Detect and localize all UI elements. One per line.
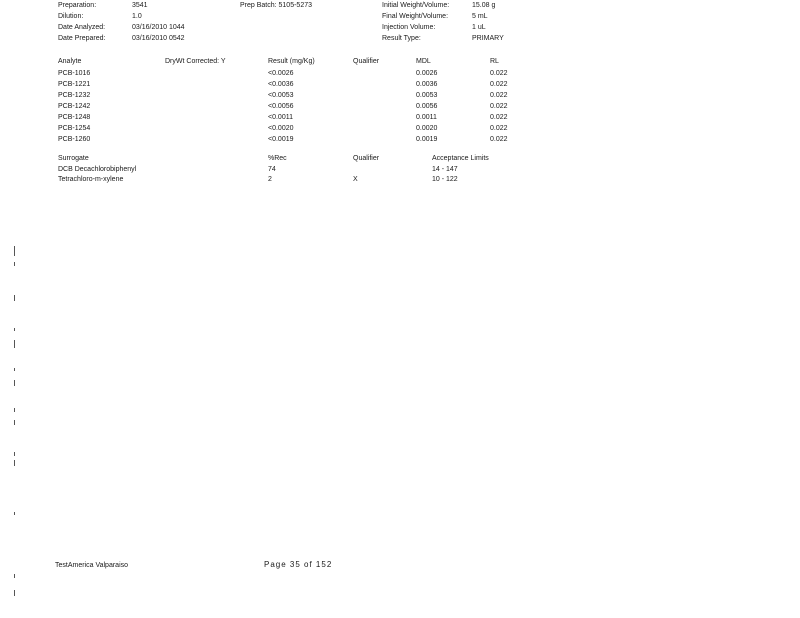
analyte-result: <0.0020 bbox=[268, 125, 294, 132]
analyte-rl: 0.022 bbox=[490, 81, 508, 88]
preparation-value: 3541 bbox=[132, 2, 148, 9]
analyte-result: <0.0056 bbox=[268, 103, 294, 110]
rec-header: %Rec bbox=[268, 155, 287, 162]
analyte-result: <0.0053 bbox=[268, 92, 294, 99]
dry-weight-header: DryWt Corrected: Y bbox=[165, 58, 226, 65]
date-prepared-value: 03/16/2010 0542 bbox=[132, 35, 185, 42]
analyte-name: PCB-1254 bbox=[58, 125, 91, 132]
analyte-mdl: 0.0020 bbox=[416, 125, 438, 132]
analyte-name: PCB-1242 bbox=[58, 103, 91, 110]
analyte-rl: 0.022 bbox=[490, 92, 508, 99]
acceptance-limits-header: Acceptance Limits bbox=[432, 155, 489, 162]
date-prepared-label: Date Prepared: bbox=[58, 35, 106, 42]
prep-batch: Prep Batch: 5105-5273 bbox=[240, 2, 312, 9]
analyte-name: PCB-1260 bbox=[58, 136, 91, 143]
scan-margin-marks bbox=[14, 240, 18, 600]
surrogate-qualifier-header: Qualifier bbox=[353, 155, 380, 162]
final-weight-value: 5 mL bbox=[472, 13, 488, 20]
analyte-mdl: 0.0011 bbox=[416, 114, 437, 121]
final-weight-label: Final Weight/Volume: bbox=[382, 13, 449, 20]
surrogate-limits: 14 - 147 bbox=[432, 166, 458, 173]
qualifier-header: Qualifier bbox=[353, 58, 380, 65]
lab-name: TestAmerica Valparaiso bbox=[55, 562, 129, 569]
page-number: Page 35 of 152 bbox=[264, 560, 333, 569]
initial-weight-value: 15.08 g bbox=[472, 2, 496, 9]
analyte-mdl: 0.0026 bbox=[416, 70, 438, 77]
injection-volume-value: 1 uL bbox=[472, 24, 486, 31]
dilution-value: 1.0 bbox=[132, 13, 142, 20]
surrogate-name: Tetrachloro-m-xylene bbox=[58, 176, 124, 183]
analyte-mdl: 0.0036 bbox=[416, 81, 438, 88]
analyte-mdl: 0.0019 bbox=[416, 136, 438, 143]
analyte-mdl: 0.0053 bbox=[416, 92, 438, 99]
analyte-rl: 0.022 bbox=[490, 70, 508, 77]
analyte-result: <0.0036 bbox=[268, 81, 294, 88]
analyte-rl: 0.022 bbox=[490, 103, 508, 110]
analyte-result: <0.0011 bbox=[268, 114, 293, 121]
surrogate-limits: 10 - 122 bbox=[432, 176, 458, 183]
preparation-label: Preparation: bbox=[58, 2, 97, 9]
surrogate-name: DCB Decachlorobiphenyl bbox=[58, 166, 137, 173]
analyte-rl: 0.022 bbox=[490, 136, 508, 143]
result-type-value: PRIMARY bbox=[472, 35, 504, 42]
surrogate-qualifier: X bbox=[353, 176, 358, 183]
result-type-label: Result Type: bbox=[382, 35, 421, 42]
analyte-rl: 0.022 bbox=[490, 114, 508, 121]
initial-weight-label: Initial Weight/Volume: bbox=[382, 2, 450, 9]
rl-header: RL bbox=[490, 58, 499, 65]
date-analyzed-label: Date Analyzed: bbox=[58, 24, 106, 31]
analyte-name: PCB-1248 bbox=[58, 114, 91, 121]
analyte-name: PCB-1221 bbox=[58, 81, 91, 88]
result-header: Result (mg/Kg) bbox=[268, 58, 315, 65]
analyte-header: Analyte bbox=[58, 58, 82, 65]
dilution-label: Dilution: bbox=[58, 13, 84, 20]
analyte-result: <0.0026 bbox=[268, 70, 294, 77]
surrogate-rec: 2 bbox=[268, 176, 272, 183]
surrogate-rec: 74 bbox=[268, 166, 276, 173]
surrogate-header: Surrogate bbox=[58, 155, 89, 162]
analyte-mdl: 0.0056 bbox=[416, 103, 438, 110]
analyte-name: PCB-1232 bbox=[58, 92, 91, 99]
date-analyzed-value: 03/16/2010 1044 bbox=[132, 24, 185, 31]
analyte-name: PCB-1016 bbox=[58, 70, 91, 77]
analyte-result: <0.0019 bbox=[268, 136, 294, 143]
analyte-rl: 0.022 bbox=[490, 125, 508, 132]
mdl-header: MDL bbox=[416, 58, 431, 65]
injection-volume-label: Injection Volume: bbox=[382, 24, 436, 31]
